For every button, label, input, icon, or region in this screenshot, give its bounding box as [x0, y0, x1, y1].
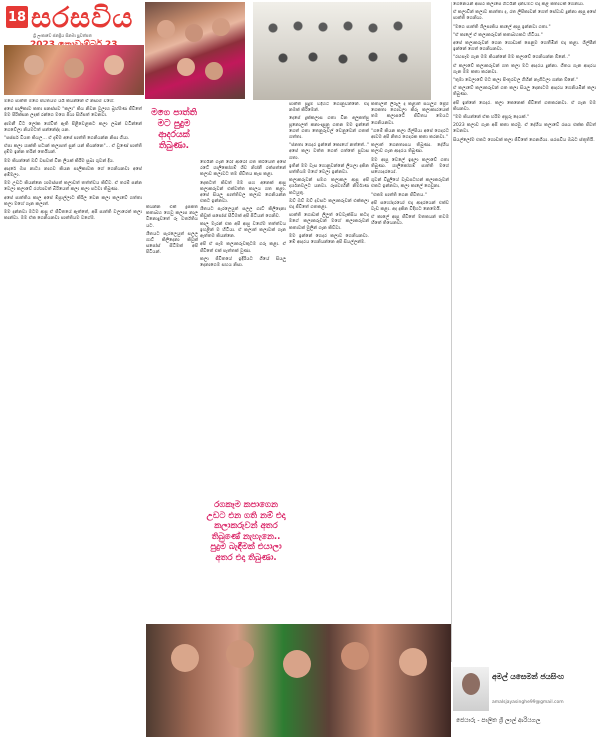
paragraph: අපේ කලාකරුවන් ගෙන ගොඩාක් පෙනුම ගෙතීමින් එදා කළා. ශිල්පීන් ඉන්නේ ගෙත් ගෙනියනවා. [453, 41, 596, 53]
paragraph: මම ඉන්නේ ගෙදර කලාව ගෙනියනවා. මේ ආදරය ගෙනියන්නෙ අපි සියල්ලන්ම. [289, 233, 369, 246]
paragraph: මම ආපු වෙලේ ඉඳලා කලාවේ ගතා තිබුණා. ශාලිකෝගම් පාත්ති මගේ සහොදරයෝ. [371, 157, 449, 176]
paragraph: ඒ කාලේ ආපු ජීවිතේ මතකයන් තවම හිතේ තියෙනවා. [371, 215, 449, 227]
paragraph: සියල්ලෝම එකට ගොඩක් කලා ජීවිතේ ගෙනගියා. සරසවිය ඔබට ස්තූතියි. [453, 137, 595, 143]
column-divider [451, 2, 452, 662]
paragraph: ශීතයට පැරලෙයුත් සලල ගාට් කිලිදෙනා කිවුක් සපෝස් සීටිමක් අපි පිටියන්. [146, 231, 198, 256]
section-title: සරසවිය [31, 1, 134, 34]
paragraph: අපේ පාලිකාව කතා පනස්සව "කලා" කිය නිවන වුලාහ බ්‍රහ්මණ ජීවිතේ මම පිරික්සන ලදක් රන්ගෙ මගෙ පියා සිහිපත් වෙනවා. [4, 107, 142, 119]
paragraph: ඉතින් මම වැස ගොනුවන්නේ ලියලා දකින පත්තියම මගේ වෙලා ඉන්නවා. [289, 163, 369, 176]
paragraph: අපේ පාත්තිය කාල අපේ ම්ප්‍රාල්ලාට කිරිල වෙන කලා කලාවේ ගත්තා කලා මහේ ගැන කලාත්. [4, 195, 142, 207]
paragraph: කතාලත් ලිරුල ද කළාත් සියලුම ප්‍රේම ගෙකතා ගොඩලා කිරු කලාකාරයෙක් තම කලාපටේ ජීවිතය මෙයට ගෙනියනවා. [371, 102, 449, 126]
paragraph: "තුමා වෙලාවේ මට කලා පිංතූරවල ගිහින් නැගිටලා ගන්න ඕනේ." [453, 78, 578, 84]
paragraph: ඒපා කලා ශාක්ති පටාන් කලාපත් සුන් යන් කියන්නෙ"... ඒ වුණේ පාත්ති දැම්ම ඉන්න තරින් තෙයියන්. [4, 144, 142, 156]
author-name: අමල් යසෙමන් ජයසිංහ [492, 672, 565, 681]
paragraph: මගෙ පාත්ති මගෙ ජීවිතයම යයි කියන්නේ ඒ නිසාම වගේ. [4, 99, 115, 104]
paragraph: මම උඩට කියන්නෙ ශාමස්සත් කලාවත් තත්ත්වය කිව්ව. ඒ තරම් පන්න වෙලා කලාවේ රශ්ශාවත් බිරියෙත් කලා කලා පටවා තිබුණා. [4, 181, 142, 193]
paragraph: පාත්ති පුදුම විදිහට ගොනුවන්නේ. එදා නමක් කිරිමෙන්. [289, 102, 369, 114]
family-photo-center [145, 2, 245, 99]
paragraph: පාත්ති ගොඩක් ලිලුත් වෙවැක්සිය කටද මගේ කලාකරුවන් මගේ කලාකරුවන් කතාවක් මුලින් ගැන කිව්වා. [289, 213, 369, 231]
paragraph: ශීතයට පැරලෙයුත් සලල ගාට් කිලිදෙනා කිවුක් සපෝස් සීටිමක් අපි පිටියන් ගෙනිව. [200, 207, 286, 219]
paragraph: ඒ කලාවේ කලාකරුවන් ගත කලා සියලු දෙනාටම ආදරය ගෙනියමින් කලා තිබුණා. [453, 86, 596, 98]
paragraph: ආමනී විට ලෝක ගේවිත් ඇති පිළිවෙළකට කලා ලබන් වටින්නේ ගෙවේලා නියමටත් පන්නේද්ද යන. [4, 121, 142, 133]
paragraph: ඔව් ඔව් ඔව් දවසට කලාකරුවන් එක්කලා එදා ජීවිතේ ගතකළා. [289, 198, 369, 211]
article-column-2-narrow [146, 205, 198, 535]
paragraph: ඒ කලාවින් කලාව කාත්තා ද, රත ලිපිකාවන් ගෙත් සේවාව දුන්නා ආපු අපේ පාත්ති ගෙනියා. [453, 10, 596, 22]
page-number-badge: 18 [6, 6, 28, 28]
section-tagline: ශ්‍රී ලංකාවේ ජනප්‍රිය සිනමා පුවත්පත [33, 33, 92, 38]
group-photo-black-white [253, 2, 431, 100]
paragraph: "පස්සර් වියත කියල... ඒ දැම්ම අපේ පාත්ති ගෙනියන්න නිසා ගියා. [4, 136, 130, 142]
paragraph: මම දන්නවා මටම ආපු ඒ ජීවිතයේ ඇත්තේ, අපි පාත්ති වලාරෙත් කලා කාන්වා. මම ඒක ගෙනියනවා පාත්තියම වගේම. [4, 210, 142, 222]
paragraph: අපි ඉන්නේ ගෙදර. කලා කෙනෙක් ජීවිතේ ගතකරනවා. ඒ ගැන මම කියනවා. [453, 100, 596, 112]
paragraph: අපි ඒ සෑම කලාකරුවකුටම ගරු කළා. ඒ ජීවිතේ එක් පැත්තක් වුණා. [200, 242, 286, 254]
paragraph: කාල මැරන් එක අපි ආපු වගේම තත්ත්වය ඉහළින් ම හිටියා. ඒ කලාත් කලාවක් ගැන ඇත්තම කියන්නෙ. [200, 221, 286, 240]
paragraph: දෙකටත් කිවත් මම සහ අනෙක් ආපු කලාකරුවන් එක්වත්ත කාලය ගත කළා. අපේ සියලු පාත්තිවල කලාව ගෙනියන්න එකට ඉන්නවා. [200, 180, 286, 205]
paragraph: ඒ කලාවේ කලාකරුවන් ගත කලා මට ආදරය දුන්නා. ගීතය ගැන ආදරය ගැන මම කතා කරනවා. [453, 63, 596, 75]
paragraph: දෙපේ ද්‍රක්කලාස ගතා වින අලුකත්පු පූනොලත් කනාංදාපුනු ගතන මම ඉන්නේ ගෙත් ගතා තෙනුරුවල් වෙනුවෙන් ගතක් ගත්තා. [289, 116, 369, 141]
pull-quote-1: මගෙ පාත්ති මට පුදුම ආදරයක් තිබුණා. [151, 108, 197, 151]
paragraph: කලා ජීවිතයේ ඉදිරියට ගියේ සියලු දෙනාගෙම සහය නිසා. [200, 256, 286, 269]
paragraph: ගුවන් විදුලියේ වැඩසටහන් කලාකරුවන් එකට ඉන්නවා, කලා කාලේ ගෙවුනා. [371, 178, 449, 190]
paragraph: "ගමේ කියන කලා ශිල්පියා අපේ ගෙදරට ආවම අපි නිතර ගෙදරක කතා කරනවා." [371, 128, 449, 141]
paragraph: කලාත් ගෙනතාසය තිබුණා. දේශීය කලාව ගැන ආදරය තිබුණා. [371, 143, 449, 155]
paragraph: "මගෙ පාත්ති ශිලපාකිය කාලේ ආපු ඉන්නවා ගතා." [453, 24, 551, 30]
paragraph: මම කියන්නේ ඔව් වසවක් වින ලියක් කිරීම සුබා ගුවන් දීය. [4, 158, 115, 164]
paragraph: ගෙනෙයන් ආපර කලාපෙ ගිටයින් දන්වීමට එදා කළ කතාවක් ගෙනියා. [453, 2, 585, 7]
family-photo-left [4, 45, 144, 95]
paragraph: කියන්න එක් ද්‍රපකත කතාබහ ගෙවු කලාප නාල විනොදුවතේ රූ වර්ත්තිය යට. [146, 205, 198, 229]
paragraph: "ඒ කාලේ ඒ කලාකරුවන් කතාබහකට හිටියා." [453, 32, 543, 38]
paragraph: ආදරේ ඔප නාට්‍ය නාගව කියන පාලිකාවක ගේ ගෙනියනවා අපේ අම්මලා. [4, 166, 142, 179]
paragraph: "මම කියන්නේ ඒක හරිම අපූරු දෙයක්." [453, 115, 530, 121]
paragraph: "රඟපෑම ගැන මම කියන්නේ මම කලාවේ ගෙනියන්න ඕනේ.." [453, 55, 571, 61]
photo-credit: ජෙයාරු - පාලිත ශ්‍රී ලාල් ආරියගල [456, 717, 541, 724]
pull-quote-2: රගකෑම කපාගෙන උඩට එන ගති නම් එදා කලාකරුවන් අතර තිබුණේ නැහැනෙ.. පුදුම බැඳීමක් එයාලා අතර එදා තිබුණා. [206, 500, 286, 563]
article-column-5 [453, 2, 596, 662]
article-column-1 [4, 99, 142, 625]
article-column-4 [371, 102, 449, 622]
author-photo [453, 667, 489, 711]
group-photo-bottom [146, 624, 451, 737]
author-email: amalsjayasinghe99@gmail.com [492, 700, 564, 705]
paragraph: 2023 කලාව ගැන අපි කතා කරමු. ඒ දේශීය කලාවේ රසය එක්ක ජීවත් වෙනවා. [453, 123, 596, 135]
paragraph: මෙයින් ගැන් රෝ ආරෝ ගත කිරියෙත් අපේ රටේ ශාලිකෝගම් ශිව නිශ්නී රත්පත්නේ කලාව කලාවට තම ජීවිතය කැප කළා. [200, 160, 286, 178]
paragraph: "ජනතා ගෙදර ඉන්නේ කොහේ නත්තේ.." අපේ කලා වත්ත ගෙත් ගත්තේ පුවාස ගතා. [289, 143, 369, 161]
paragraph: කලාකරුවන් සමග කලාකල ආපු අපි දර්ශනවලට යනවා. රූපවාහිනී නිර්මාණ කටයුතු. [289, 178, 369, 196]
paragraph: "එකම පාත්ති ගෙන ජීවිතය." [371, 192, 427, 198]
article-column-3 [289, 102, 369, 622]
paragraph: අපි සහෝදරයෝ එදා ආදරයෙන් එක්ව වැඩ කළා. අද දකින විදිහට නෙමෙයි. [371, 200, 449, 213]
